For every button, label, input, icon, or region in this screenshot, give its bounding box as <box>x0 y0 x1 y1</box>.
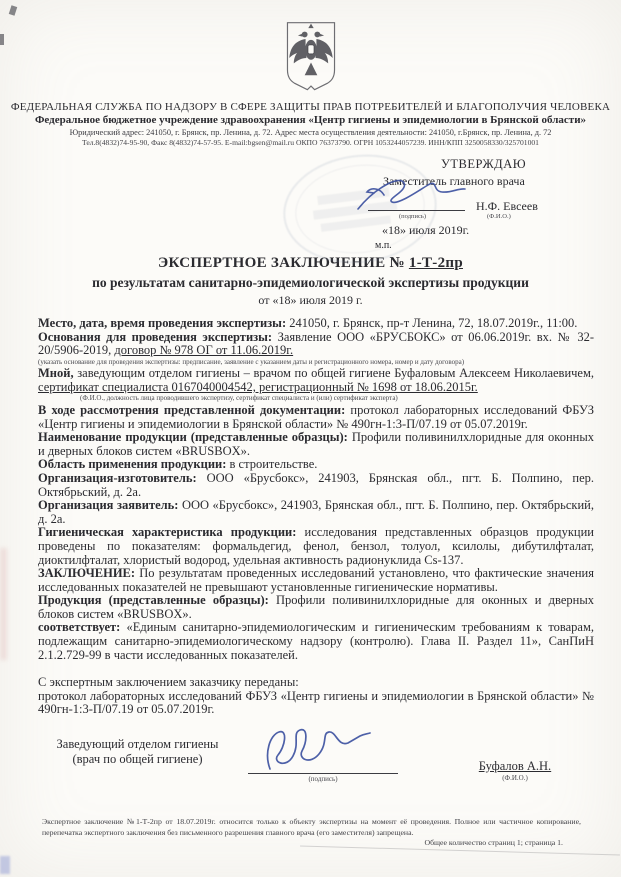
field-scope: Область применения продукции: в строительстве. <box>38 457 318 472</box>
document-title <box>0 255 621 272</box>
field-product-samples: Продукция (представленные образцы): Профили поливинилхлоридные для оконных и дверных блоков систем «BRUSBOX». <box>38 593 594 621</box>
handover-item: протокол лабораторных исследований ФБУЗ «Центр гигиены и эпидемиологии в Брянской области» № 490гн-1:3-П/07.19 от 05.07.2019г. <box>38 688 594 717</box>
approval-signature-caption: (подпись) <box>399 213 426 220</box>
approval-title: УТВЕРЖДАЮ <box>441 157 527 171</box>
document-subtitle: по результатам санитарно-эпидемиологической экспертизы продукции <box>92 275 529 290</box>
field-conforms: соответствует: «Единым санитарно-эпидемиологическим и гигиеническим требованиям к товарам, подлежащим санитарно-эпидемиологическому надзору (контролю). Глава II. Раздел 11», СанПиН 2.1.2.729-99 в части исследованных показателей. <box>38 620 594 662</box>
signee-name: Буфалов А.Н. <box>478 759 552 774</box>
scan-speck <box>0 34 4 45</box>
approval-signature-line <box>368 210 465 211</box>
approval-block <box>0 147 621 255</box>
header-agency: ФЕДЕРАЛЬНАЯ СЛУЖБА ПО НАДЗОРУ В СФЕРЕ ЗАЩИТЫ ПРАВ ПОТРЕБИТЕЛЕЙ И БЛАГОПОЛУЧИЯ ЧЕЛОВЕКА <box>10 101 611 113</box>
field-hygiene: Гигиеническая характеристика продукции: исследования представленных образцов продукции проведены по показателям: формальдегид, фенол, бензол, толуол, ксилолы, дибутилфталат, диоктилфталат, хлористый водород, удельная активность радионуклида Cs-137. <box>38 525 594 567</box>
stamp-text-blur <box>321 215 391 231</box>
header-address: Юридический адрес: 241050, г. Брянск, пр. Ленина, д. 72. Адрес места осуществления деятельности: 241050, г.Брянск, пр. Ленина, д. 72 <box>69 128 552 137</box>
expert-signature <box>262 721 377 779</box>
scan-speck <box>9 5 17 15</box>
title-prefix: ЭКСПЕРТНОЕ ЗАКЛЮЧЕНИЕ № <box>158 255 409 271</box>
expert-note: (Ф.И.О., должность лица проводившего экспертизу, сертификат специалиста и (или) сертификат эксперта) <box>80 394 398 403</box>
footer-note: Экспертное заключение №1-Т-2пр от 18.07.2019г. относится только к объекту экспертизы на момент её проведения. Полное или частичное копирование, перепечатка экспертного заключения без письменного разрешения главного врача (его заместителя) запрещена. <box>42 817 581 838</box>
field-manufacturer: Организация-изготовитель: ООО «Брусбокс», 241903, Брянская обл., пгт. Б. Полпино, пер. Октябрьский, д. 2а. <box>38 470 594 499</box>
title-number: 1-Т-2пр <box>408 255 463 271</box>
coat-of-arms-icon <box>282 20 340 96</box>
field-conclusion: ЗАКЛЮЧЕНИЕ: По результатам проведенных исследований установлено, что фактические значения исследованных показателей не превышают установленные гигиенические нормативы. <box>38 566 594 594</box>
field-basis: Основания для проведения экспертизы: Заявление ООО «БРУСБОКС» от 06.06.2019г. вх. № 32-20/5906-2019, договор № 978 ОГ от 11.06.2019г. <box>38 329 595 358</box>
signee-position-line2: (врач по общей гигиене) <box>72 752 203 767</box>
signee-position <box>45 737 230 782</box>
signature-line <box>248 773 398 774</box>
handover-intro: С экспертным заключением заказчику переданы: <box>38 675 299 690</box>
basis-note: (указать основание для проведения экспертизы: предписание, заявление с указанием даты и регистрационного номера, номер и дату договора) <box>38 357 465 366</box>
field-place: Место, дата, время проведения экспертизы: 241050, г. Брянск, пр-т Ленина, 72, 18.07.2019г., 11:00. <box>38 316 578 330</box>
signee-position-line1: Заведующий отделом гигиены <box>56 737 219 752</box>
letterhead <box>0 101 621 147</box>
approval-name: Н.Ф. Евсеев <box>476 199 538 213</box>
field-product-name: Наименование продукции (представленные образцы): Профили поливинилхлоридные для оконных и дверных блоков систем «BRUSBOX». <box>38 430 594 458</box>
handover-block <box>38 676 594 717</box>
signature-area <box>248 737 408 782</box>
scan-smudge <box>0 548 7 660</box>
signee-name-caption: (Ф.И.О.) <box>502 774 528 783</box>
approval-date: «18» июля 2019г. <box>382 223 470 237</box>
approval-name-caption: (Ф.И.О.) <box>487 213 511 220</box>
document-body <box>0 308 621 717</box>
document-title-block <box>0 255 621 308</box>
header-institution: Федеральное бюджетное учреждение здравоохранения «Центр гигиены и эпидемиологии в Брянской области» <box>34 114 587 126</box>
document-date: от «18» июля 2019 г. <box>258 293 363 307</box>
seal-mark-label: м.п. <box>375 240 392 251</box>
scan-ink-mark <box>0 856 10 874</box>
signee-name-block <box>440 737 590 782</box>
approval-position: Заместитель главного врача <box>383 174 525 188</box>
field-applicant: Организация заявитель: ООО «Брусбокс», 241903, Брянская обл., пгт. Б. Полпино, пер. Октябрьский, д. 2а. <box>38 498 594 526</box>
header-contacts: Тел.8(4832)74-95-90, Факс 8(4832)74-57-95. E-mail:bgsen@mail.ru ОКПО 76373790. ОГРН 1053244057239. ИНН/КПП 3250058330/325701001 <box>82 138 539 147</box>
signature-block <box>0 737 621 782</box>
page-count: Общее количество страниц 1; страница 1. <box>424 838 563 848</box>
field-expert: Мной, заведующим отделом гигиены – врачом по общей гигиене Буфаловым Алексеем Николаевичем, сертификат специалиста 0167040004542, регистрационный № 1698 от 18.06.2015г. <box>38 366 594 394</box>
deputy-signature <box>348 171 473 215</box>
signature-caption: (подпись) <box>308 775 338 784</box>
field-docs-reviewed: В ходе рассмотрения представленной документации: протокол лабораторных исследований ФБУЗ «Центр гигиены и эпидемиологии в Брянской области» № 490гн-1:3-П/07.19 от 05.07.2019г. <box>38 402 594 431</box>
